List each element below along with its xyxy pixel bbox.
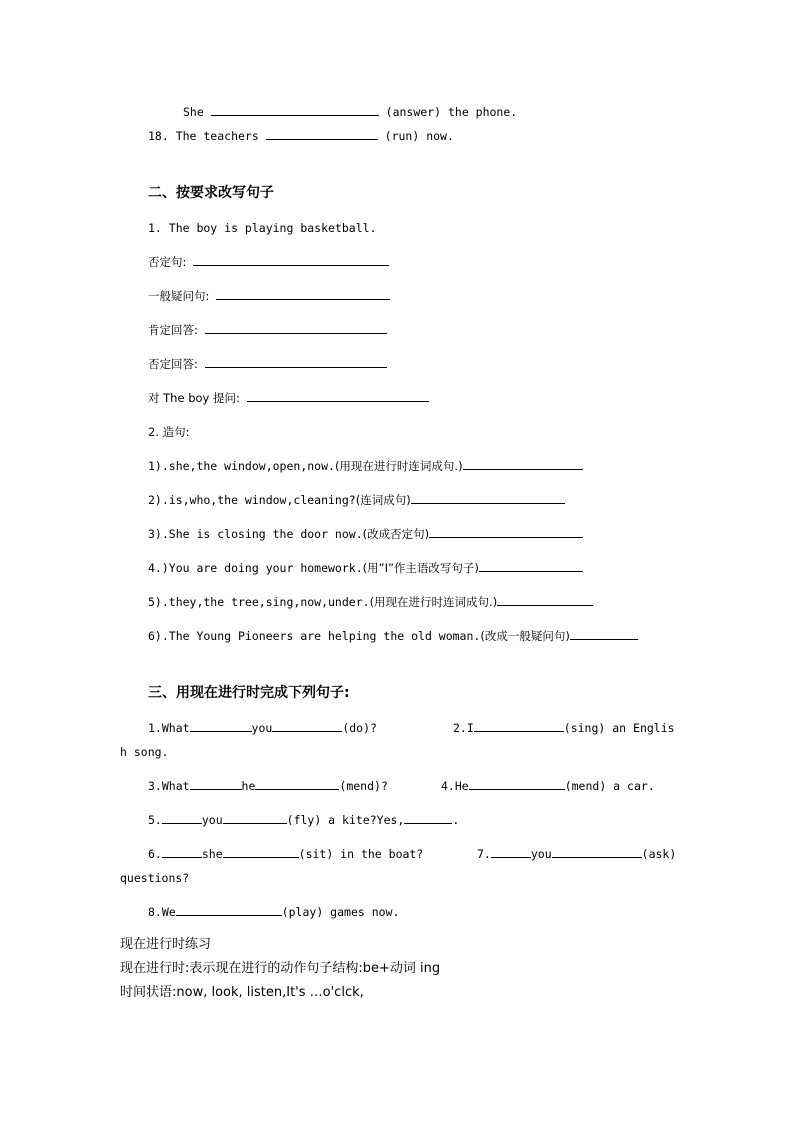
answer-blank[interactable] [162,847,202,858]
answer-blank[interactable] [211,105,379,116]
answer-blank[interactable] [205,323,387,334]
notes-title: 现在进行时练习 [120,937,212,952]
s3-question-1: 1.What you (do)? [148,721,377,735]
s3-question-8: 8.We (play) games now. [148,905,400,919]
s3-question-2-wrap: h song. [120,745,169,759]
answer-blank[interactable] [491,847,531,858]
answer-blank[interactable] [266,129,378,140]
answer-blank[interactable] [411,493,565,504]
answer-blank[interactable] [255,779,339,790]
answer-blank[interactable] [223,847,299,858]
s3-question-6: 6. she (sit) in the boat? [148,847,424,861]
answer-blank[interactable] [429,527,583,538]
exercise-17-line: She (answer) the phone. [183,105,518,119]
answer-blank[interactable] [404,813,452,824]
answer-blank[interactable] [463,459,583,470]
answer-blank[interactable] [193,255,389,266]
ask-about-line: 对 The boy 提问: [148,391,429,405]
answer-blank[interactable] [479,561,583,572]
s3-question-2: 2.I (sing) an Englis [453,721,675,735]
exercise-18-line: 18. The teachers (run) now. [148,129,454,143]
negative-sentence-line: 否定句: [148,255,389,269]
answer-blank[interactable] [190,721,252,732]
positive-answer-line: 肯定回答: [148,323,387,337]
s3-question-7: 7. you (ask) [477,847,677,861]
general-question-line: 一般疑问句: [148,289,390,303]
s3-question-7-wrap: questions? [120,871,190,885]
s3-question-4: 4.He (mend) a car. [441,779,655,793]
answer-blank[interactable] [176,905,282,916]
answer-blank[interactable] [205,357,387,368]
s3-question-5: 5. you (fly) a kite?Yes, . [148,813,460,827]
answer-blank[interactable] [162,813,202,824]
notes-structure: 现在进行时:表示现在进行的动作句子结构:be+动词 ing [120,961,441,976]
q1-sentence: 1. The boy is playing basketball. [148,221,377,235]
notes-adverbials: 时间状语:now, look, listen,It's …o'clck, [120,985,364,1000]
construct-item: 3).She is closing the door now.(改成否定句) [148,527,583,541]
section-3-heading: 三、用现在进行时完成下列句子: [148,685,350,701]
construct-item: 1).she,the window,open,now.(用现在进行时连词成句.) [148,459,583,473]
answer-blank[interactable] [570,629,638,640]
answer-blank[interactable] [497,595,593,606]
answer-blank[interactable] [216,289,390,300]
q2-title: 2. 造句: [148,425,190,439]
negative-answer-line: 否定回答: [148,357,387,371]
answer-blank[interactable] [469,779,565,790]
construct-item: 4.)You are doing your homework.(用”I”作主语改写句子) [148,561,583,575]
construct-item: 6).The Young Pioneers are helping the old woman.(改成一般疑问句) [148,629,638,643]
s3-question-3: 3.What he (mend)? [148,779,388,793]
answer-blank[interactable] [247,391,429,402]
answer-blank[interactable] [223,813,287,824]
answer-blank[interactable] [552,847,642,858]
answer-blank[interactable] [190,779,242,790]
construct-item: 2).is,who,the window,cleaning?(连词成句) [148,493,565,507]
construct-item: 5).they,the tree,sing,now,under.(用现在进行时连词成句.) [148,595,593,609]
section-2-heading: 二、按要求改写句子 [148,185,274,201]
answer-blank[interactable] [474,721,564,732]
answer-blank[interactable] [272,721,342,732]
